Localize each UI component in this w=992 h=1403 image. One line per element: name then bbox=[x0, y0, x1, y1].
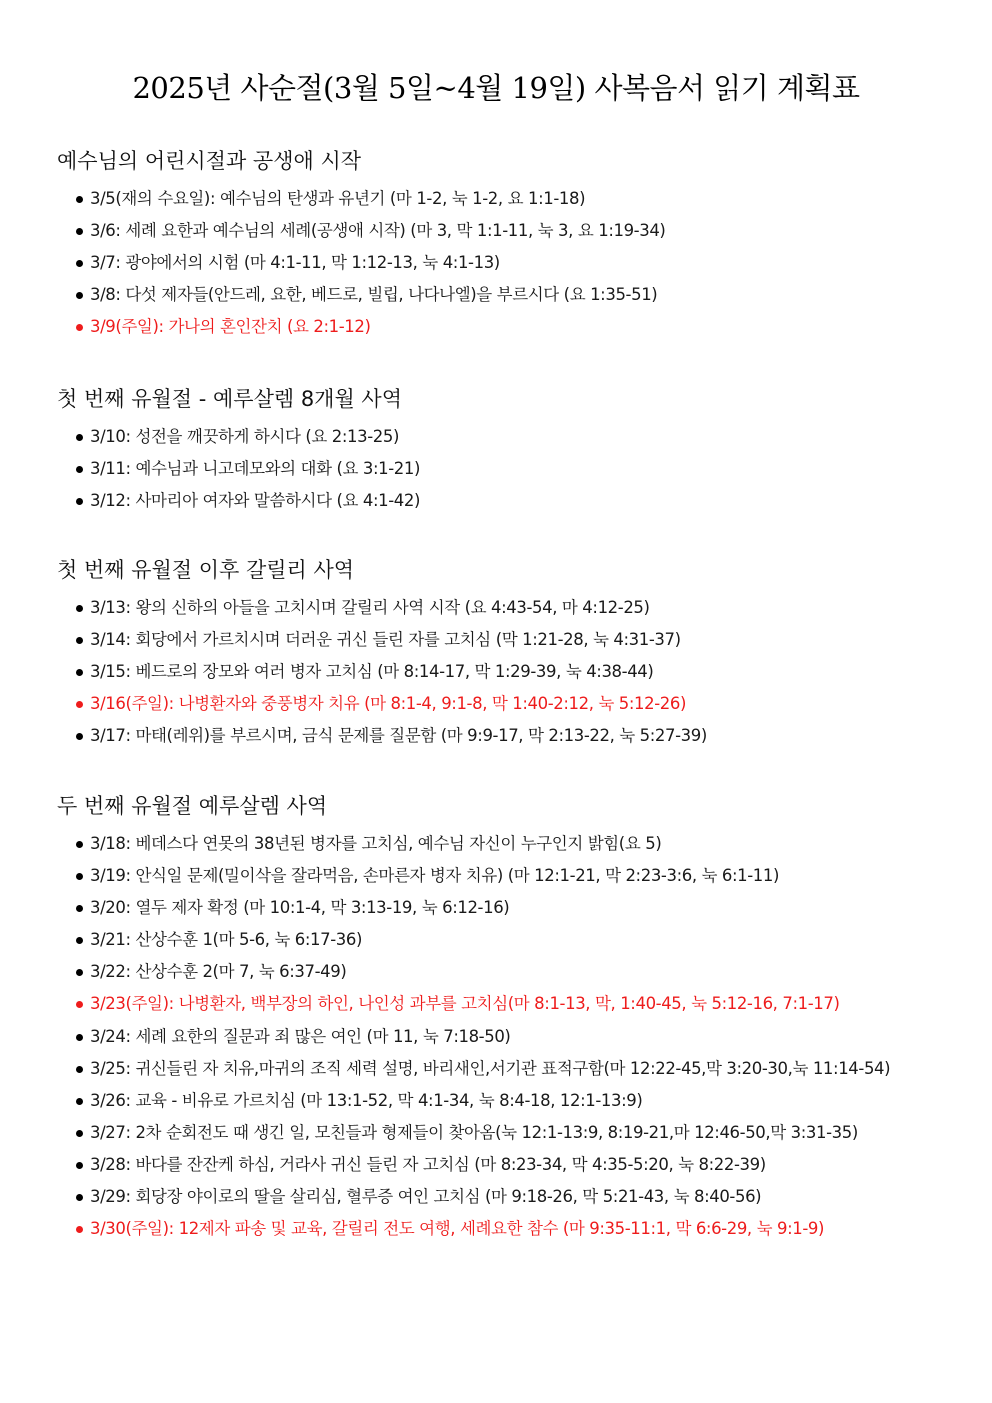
reading-item bbox=[57, 597, 957, 629]
reading-item-text: 3/8: 다섯 제자들(안드레, 요한, 베드로, 빌립, 나다나엘)을 부르시다 (요 1:35-51) bbox=[90, 285, 658, 305]
reading-item-text: 3/16(주일): 나병환자와 중풍병자 치유 (마 8:1-4, 9:1-8, 막 1:40-2:12, 눅 5:12-26) bbox=[90, 694, 687, 714]
reading-item bbox=[57, 252, 957, 284]
bullet-icon bbox=[76, 905, 83, 912]
bullet-icon bbox=[76, 1066, 83, 1073]
section-heading: 예수님의 어린시절과 공생애 시작 bbox=[57, 149, 362, 173]
plan-section bbox=[57, 555, 957, 757]
reading-item-sunday bbox=[57, 1218, 957, 1250]
reading-item-sunday bbox=[57, 993, 957, 1025]
bullet-icon bbox=[76, 1001, 83, 1008]
reading-item bbox=[57, 725, 957, 757]
bullet-icon bbox=[76, 292, 83, 299]
reading-list bbox=[57, 597, 957, 757]
bullet-icon bbox=[76, 228, 83, 235]
bullet-icon bbox=[76, 1162, 83, 1169]
section-heading: 첫 번째 유월절 이후 갈릴리 사역 bbox=[57, 558, 355, 582]
reading-item bbox=[57, 897, 957, 929]
page-title: 2025년 사순절(3월 5일~4월 19일) 사복음서 읽기 계획표 bbox=[132, 71, 860, 105]
reading-list bbox=[57, 188, 957, 348]
reading-item-text: 3/12: 사마리아 여자와 말씀하시다 (요 4:1-42) bbox=[90, 491, 421, 511]
bullet-icon bbox=[76, 733, 83, 740]
reading-list bbox=[57, 833, 957, 1250]
reading-item-text: 3/7: 광야에서의 시험 (마 4:1-11, 막 1:12-13, 눅 4:1-13) bbox=[90, 253, 500, 273]
reading-item bbox=[57, 865, 957, 897]
reading-item-text: 3/28: 바다를 잔잔케 하심, 거라사 귀신 들린 자 고치심 (마 8:23-34, 막 4:35-5:20, 눅 8:22-39) bbox=[90, 1154, 766, 1174]
reading-item-text: 3/24: 세례 요한의 질문과 죄 많은 여인 (마 11, 눅 7:18-50) bbox=[90, 1026, 511, 1046]
reading-item bbox=[57, 426, 957, 458]
bullet-icon bbox=[76, 605, 83, 612]
reading-item bbox=[57, 1154, 957, 1186]
reading-item bbox=[57, 661, 957, 693]
reading-item-text: 3/18: 베데스다 연못의 38년된 병자를 고치심, 예수님 자신이 누구인지 밝힘(요 5) bbox=[90, 834, 662, 853]
reading-item bbox=[57, 1026, 957, 1058]
reading-item-text: 3/14: 회당에서 가르치시며 더러운 귀신 들린 자를 고치심 (막 1:21-28, 눅 4:31-37) bbox=[90, 630, 681, 650]
reading-item-text: 3/21: 산상수훈 1(마 5-6, 눅 6:17-36) bbox=[90, 930, 363, 950]
reading-item-sunday bbox=[57, 693, 957, 725]
reading-item-text: 3/19: 안식일 문제(밀이삭을 잘라먹음, 손마른자 병자 치유) (마 12:1-21, 막 2:23-3:6, 눅 6:1-11) bbox=[90, 866, 780, 886]
reading-item-text: 3/30(주일): 12제자 파송 및 교육, 갈릴리 전도 여행, 세례요한 참수 (마 9:35-11:1, 막 6:6-29, 눅 9:1-9) bbox=[90, 1219, 825, 1239]
bullet-icon bbox=[76, 1226, 83, 1233]
reading-item bbox=[57, 1058, 957, 1090]
plan-section bbox=[57, 384, 957, 522]
bullet-icon bbox=[76, 1098, 83, 1105]
bullet-icon bbox=[76, 841, 83, 848]
bullet-icon bbox=[76, 937, 83, 944]
bullet-icon bbox=[76, 637, 83, 644]
bullet-icon bbox=[76, 1034, 83, 1041]
reading-item bbox=[57, 188, 957, 220]
bullet-icon bbox=[76, 260, 83, 267]
bullet-icon bbox=[76, 466, 83, 473]
bullet-icon bbox=[76, 669, 83, 676]
bullet-icon bbox=[76, 324, 83, 331]
reading-item-text: 3/9(주일): 가나의 혼인잔치 (요 2:1-12) bbox=[90, 317, 371, 337]
reading-item-text: 3/25: 귀신들린 자 치유,마귀의 조직 세력 설명, 바리새인,서기관 표적구함(마 12:22-45,막 3:20-30,눅 11:14-54) bbox=[90, 1058, 891, 1078]
reading-item-text: 3/15: 베드로의 장모와 여러 병자 고치심 (마 8:14-17, 막 1:29-39, 눅 4:38-44) bbox=[90, 662, 654, 682]
bullet-icon bbox=[76, 498, 83, 505]
reading-item-text: 3/26: 교육 - 비유로 가르치심 (마 13:1-52, 막 4:1-34, 눅 8:4-18, 12:1-13:9) bbox=[90, 1090, 643, 1110]
reading-item bbox=[57, 1186, 957, 1218]
plan-section bbox=[57, 146, 957, 348]
section-heading: 두 번째 유월절 예루살렘 사역 bbox=[57, 794, 328, 818]
reading-item-text: 3/11: 예수님과 니고데모와의 대화 (요 3:1-21) bbox=[90, 459, 421, 479]
reading-item-text: 3/22: 산상수훈 2(마 7, 눅 6:37-49) bbox=[90, 962, 347, 982]
reading-item-text: 3/6: 세례 요한과 예수님의 세례(공생애 시작) (마 3, 막 1:1-11, 눅 3, 요 1:19-34) bbox=[90, 221, 666, 241]
reading-item bbox=[57, 929, 957, 961]
bullet-icon bbox=[76, 1130, 83, 1137]
bullet-icon bbox=[76, 969, 83, 976]
bullet-icon bbox=[76, 196, 83, 203]
reading-item-sunday bbox=[57, 316, 957, 348]
reading-item-text: 3/29: 회당장 야이로의 딸을 살리심, 혈루증 여인 고치심 (마 9:18-26, 막 5:21-43, 눅 8:40-56) bbox=[90, 1187, 762, 1207]
reading-item-text: 3/17: 마태(레위)를 부르시며, 금식 문제를 질문함 (마 9:9-17, 막 2:13-22, 눅 5:27-39) bbox=[90, 726, 707, 746]
reading-item bbox=[57, 458, 957, 490]
reading-item bbox=[57, 490, 957, 522]
reading-item-text: 3/10: 성전을 깨끗하게 하시다 (요 2:13-25) bbox=[90, 427, 400, 446]
bullet-icon bbox=[76, 873, 83, 880]
reading-item-text: 3/13: 왕의 신하의 아들을 고치시며 갈릴리 사역 시작 (요 4:43-54, 마 4:12-25) bbox=[90, 598, 650, 617]
plan-section bbox=[57, 791, 957, 1250]
section-heading: 첫 번째 유월절 - 예루살렘 8개월 사역 bbox=[57, 387, 402, 411]
reading-item bbox=[57, 1122, 957, 1154]
reading-item bbox=[57, 629, 957, 661]
reading-item bbox=[57, 284, 957, 316]
bullet-icon bbox=[76, 434, 83, 441]
reading-item bbox=[57, 961, 957, 993]
reading-item-text: 3/20: 열두 제자 확정 (마 10:1-4, 막 3:13-19, 눅 6:12-16) bbox=[90, 898, 510, 918]
bullet-icon bbox=[76, 701, 83, 708]
reading-item-text: 3/27: 2차 순회전도 때 생긴 일, 모친들과 형제들이 찾아옴(눅 12:1-13:9, 8:19-21,마 12:46-50,막 3:31-35) bbox=[90, 1122, 858, 1142]
reading-item bbox=[57, 220, 957, 252]
bullet-icon bbox=[76, 1194, 83, 1201]
reading-item-text: 3/5(재의 수요일): 예수님의 탄생과 유년기 (마 1-2, 눅 1-2, 요 1:1-18) bbox=[90, 189, 586, 208]
reading-item-text: 3/23(주일): 나병환자, 백부장의 하인, 나인성 과부를 고치심(마 8:1-13, 막, 1:40-45, 눅 5:12-16, 7:1-17) bbox=[90, 994, 840, 1014]
reading-list bbox=[57, 426, 957, 522]
reading-item bbox=[57, 833, 957, 865]
reading-item bbox=[57, 1090, 957, 1122]
